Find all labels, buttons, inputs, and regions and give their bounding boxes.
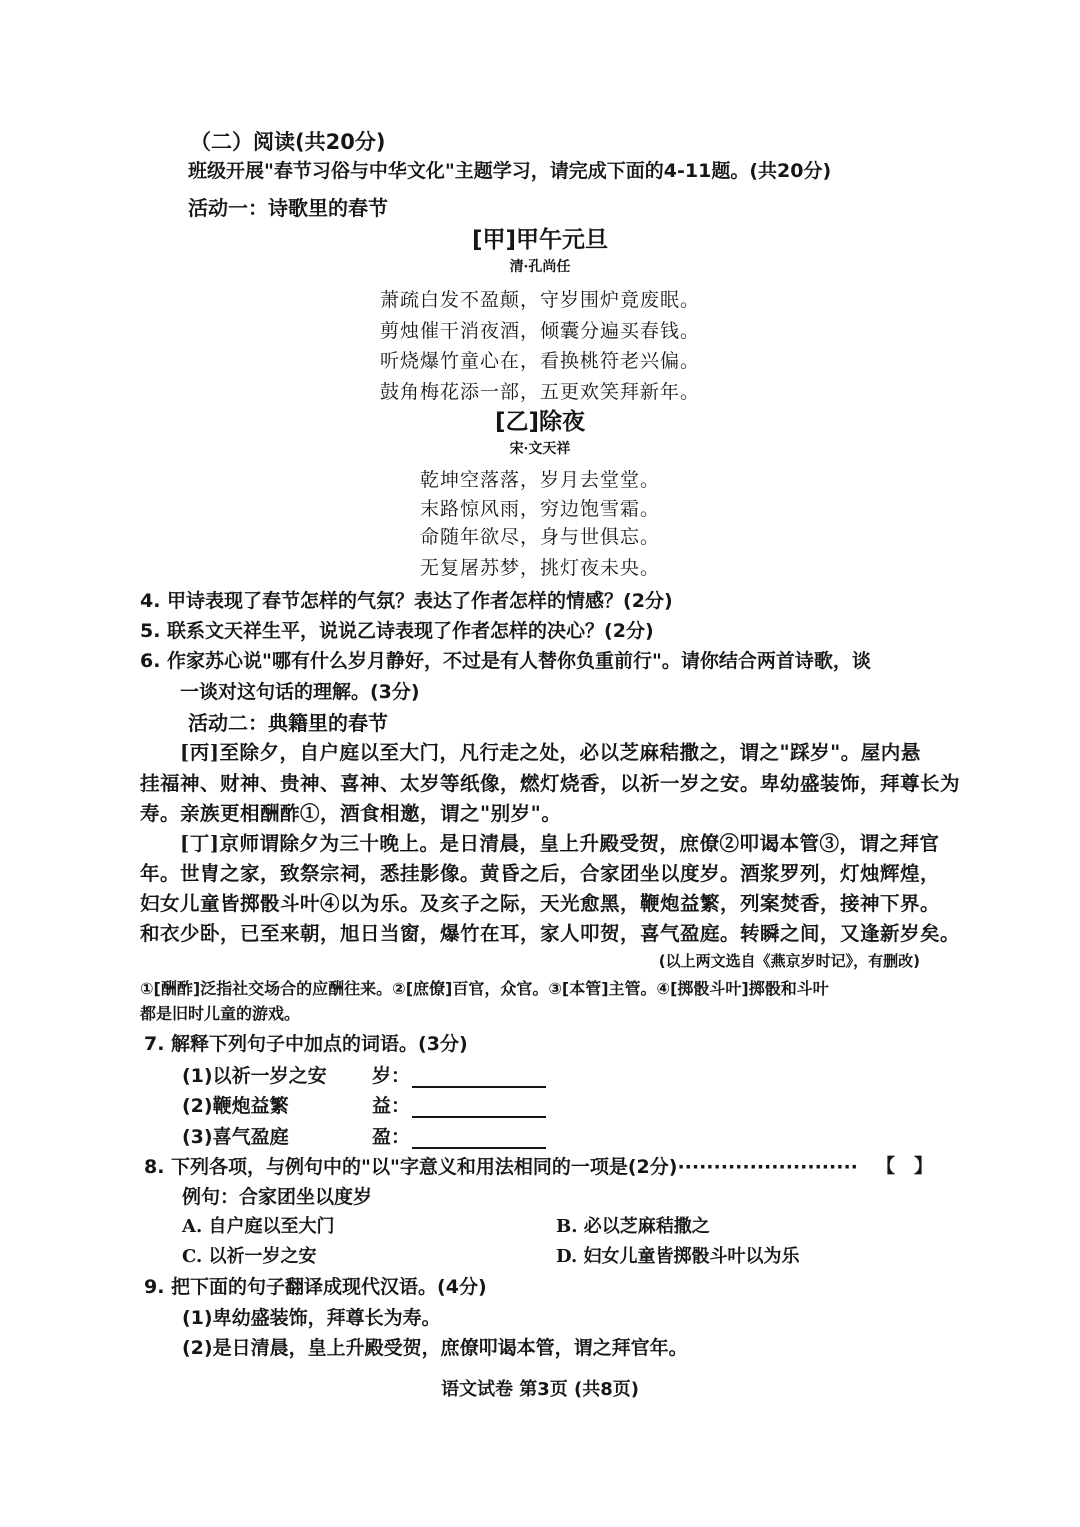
passage-ding-line-2: 年。世胄之家，致祭宗祠，悉挂影像。黄昏之后，合家团坐以度岁。酒浆罗列，灯烛辉煌， [140,862,941,885]
question-7: 7. 解释下列句子中加点的词语。(3分) [144,1033,468,1055]
answer-bracket[interactable]: 【 】 [876,1155,934,1177]
q7-item-2-answer [372,1091,546,1118]
question-4: 4. 甲诗表现了春节怎样的气氛？表达了作者怎样的情感？(2分) [140,590,673,612]
q8-example: 例句：合家团坐以度岁 [182,1186,373,1208]
answer-blank[interactable] [412,1128,546,1149]
passage-bing-line-3: 寿。亲族更相酬酢①，酒食相邀，谓之"别岁"。 [140,802,562,825]
poem-b-line-3: 命随年欲尽，身与世俱忘。 [419,526,660,548]
poem-a-author: 清·孔尚任 [509,259,571,275]
answer-blank[interactable] [412,1067,546,1088]
poem-a-line-2: 剪烛催干消夜酒，倾囊分遍买春钱。 [379,320,700,342]
poem-a-title: [甲]甲午元旦 [471,227,609,253]
passage-ding-line-1: [丁]京师谓除夕为三十晚上。是日清晨，皇上升殿受贺，庶僚②叩谒本管③，谓之拜官 [180,832,940,855]
passage-bing-line-1: [丙]至除夕，自户庭以至大门，凡行走之处，必以芝麻秸撒之，谓之"踩岁"。屋内悬 [180,741,921,764]
poem-b-title: [乙]除夜 [494,409,586,435]
question-8: 8. 下列各项，与例句中的"以"字意义和用法相同的一项是(2分)························· [144,1156,858,1178]
question-6-line-2: 一谈对这句话的理解。(3分) [180,681,420,703]
poem-b-line-1: 乾坤空落落，岁月去堂堂。 [419,469,660,491]
page-footer: 语文试卷 第3页 (共8页) [440,1379,640,1400]
q8-option-a[interactable]: A. 自户庭以至大门 [182,1216,335,1237]
poem-a-line-1: 萧疏白发不盈颠，守岁围炉竟废眠。 [379,289,700,311]
section-intro: 班级开展"春节习俗与中华文化"主题学习，请完成下面的4-11题。(共20分) [188,160,832,182]
q7-item-3-word: 盈： [372,1126,411,1148]
activity1-title: 活动一：诗歌里的春节 [188,196,388,220]
source-citation: (以上两文选自《燕京岁时记》，有删改) [658,952,920,970]
passage-bing-line-2: 挂福神、财神、贵神、喜神、太岁等纸像，燃灯烧香，以祈一岁之安。卑幼盛装饰，拜尊长为 [140,772,961,795]
question-6-line-1: 6. 作家苏心说"哪有什么岁月静好，不过是有人替你负重前行"。请你结合两首诗歌，谈 [140,650,871,672]
q7-item-3-answer [372,1122,546,1149]
passage-ding-line-3: 妇女儿童皆掷骰斗叶④以为乐。及亥子之际，天光愈黑，鞭炮益繁，列案焚香，接神下界。 [140,892,941,915]
footnotes-line-1: ①[酬酢]泛指社交场合的应酬往来。②[庶僚]百官，众官。③[本管]主管。④[掷骰斗叶]掷骰和斗叶 [140,979,829,998]
poem-b-line-2: 末路惊风雨，穷边饱雪霜。 [419,498,660,520]
activity2-title: 活动二：典籍里的春节 [188,711,388,735]
q8-option-b[interactable]: B. 必以芝麻秸撒之 [556,1216,710,1237]
q8-option-d[interactable]: D. 妇女儿童皆掷骰斗叶以为乐 [556,1246,800,1267]
passage-ding-line-4: 和衣少卧，已至来朝，旭日当窗，爆竹在耳，家人叩贺，喜气盈庭。转瞬之间，又逢新岁矣。 [140,922,961,945]
q8-option-c[interactable]: C. 以祈一岁之安 [182,1246,317,1267]
section-title: （二）阅读(共20分) [190,130,386,154]
q7-item-1-word: 岁： [372,1065,411,1087]
q7-item-2: (2)鞭炮益繁 [182,1095,289,1117]
poem-b-author: 宋·文天祥 [509,441,571,457]
q7-item-1: (1)以祈一岁之安 [182,1065,327,1087]
q9-item-2: (2)是日清晨，皇上升殿受贺，庶僚叩谒本管，谓之拜官年。 [182,1337,688,1359]
q7-item-1-answer [372,1061,546,1088]
q9-item-1: (1)卑幼盛装饰，拜尊长为寿。 [182,1307,441,1329]
question-9: 9. 把下面的句子翻译成现代汉语。(4分) [144,1276,487,1298]
poem-a-line-3: 听烧爆竹童心在，看换桃符老兴偏。 [379,350,700,372]
footnotes-line-2: 都是旧时儿童的游戏。 [140,1004,301,1023]
q7-item-2-word: 益： [372,1095,411,1117]
answer-blank[interactable] [412,1097,546,1118]
poem-b-line-4: 无复屠苏梦，挑灯夜未央。 [419,557,660,579]
poem-a-line-4: 鼓角梅花添一部，五更欢笑拜新年。 [379,381,700,403]
question-5: 5. 联系文天祥生平，说说乙诗表现了作者怎样的决心？(2分) [140,620,654,642]
q7-item-3: (3)喜气盈庭 [182,1126,289,1148]
